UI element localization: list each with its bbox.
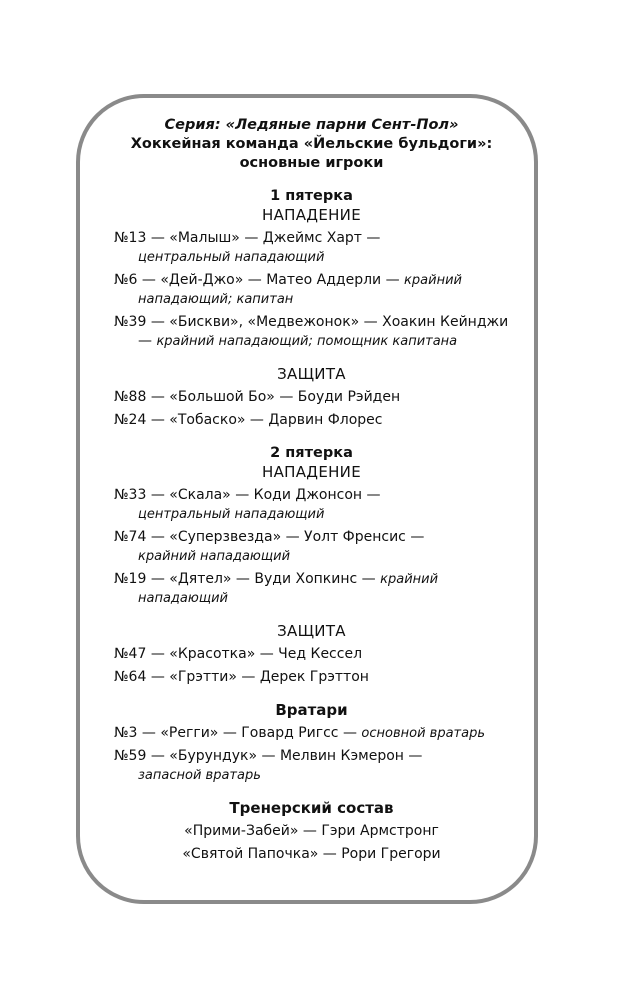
player-role: крайний нападающий [138,549,291,564]
player-main: №74 — «Суперзвезда» — Уолт Френсис — [114,529,425,545]
goalies-title: Вратари [275,701,348,719]
player-main: №47 — «Красотка» — Чед Кессел [114,646,363,662]
player-main: №6 — «Дей-Джо» — Матео Аддерли — [114,272,405,288]
player-entry [114,271,509,309]
unit1-defense-title: ЗАЩИТА [277,365,346,383]
player-role: крайний нападающий; помощник капитана [156,334,458,349]
player-main: №33 — «Скала» — Коди Джонсон — [114,487,381,503]
player-entry [114,313,509,351]
player-entry [114,668,509,687]
player-role: основной вратарь [361,726,485,741]
player-role: крайний нападающий [138,572,439,606]
player-entry [114,724,509,743]
player-entry [114,388,509,407]
team-subtitle: основные игроки [239,155,384,171]
player-entry [114,411,509,430]
coach-entry: «Святой Папочка» — Рори Грегори [182,846,441,862]
player-main: №39 — «Бискви», «Медвежонок» — Хоакин Кейнджи — [114,314,509,349]
player-entry [114,747,509,785]
player-role: запасной вратарь [138,768,261,783]
player-entry [114,570,509,608]
player-role: крайний нападающий; капитан [138,273,462,307]
player-entry [114,229,509,267]
player-main: №13 — «Малыш» — Джеймс Харт — [114,230,381,246]
player-main: №24 — «Тобаско» — Дарвин Флорес [114,412,383,428]
coach-entry: «Прими-Забей» — Гэри Армстронг [184,823,439,839]
player-role: центральный нападающий [138,250,325,265]
player-main: №64 — «Грэтти» — Дерек Грэттон [114,669,369,685]
unit2-defense-title: ЗАЩИТА [277,622,346,640]
unit2-attack-title: НАПАДЕНИЕ [262,463,361,481]
coaches-title: Тренерский состав [229,799,394,817]
unit1-title: 1 пятерка [270,188,353,204]
player-entry [114,486,509,524]
player-entry [114,645,509,664]
player-main: №19 — «Дятел» — Вуди Хопкинс — [114,571,381,587]
unit2-title: 2 пятерка [270,445,353,461]
player-role: центральный нападающий [138,507,325,522]
team-title: Хоккейная команда «Йельские бульдоги»: [130,136,493,152]
player-main: №59 — «Бурундук» — Мелвин Кэмерон — [114,748,423,764]
roster-content [114,116,509,864]
player-entry [114,528,509,566]
unit1-attack-title: НАПАДЕНИЕ [262,206,361,224]
series-title: Серия: «Ледяные парни Сент-Пол» [164,117,459,133]
player-main: №88 — «Большой Бо» — Боуди Рэйден [114,389,401,405]
player-main: №3 — «Регги» — Говард Ригсс — [114,725,362,741]
